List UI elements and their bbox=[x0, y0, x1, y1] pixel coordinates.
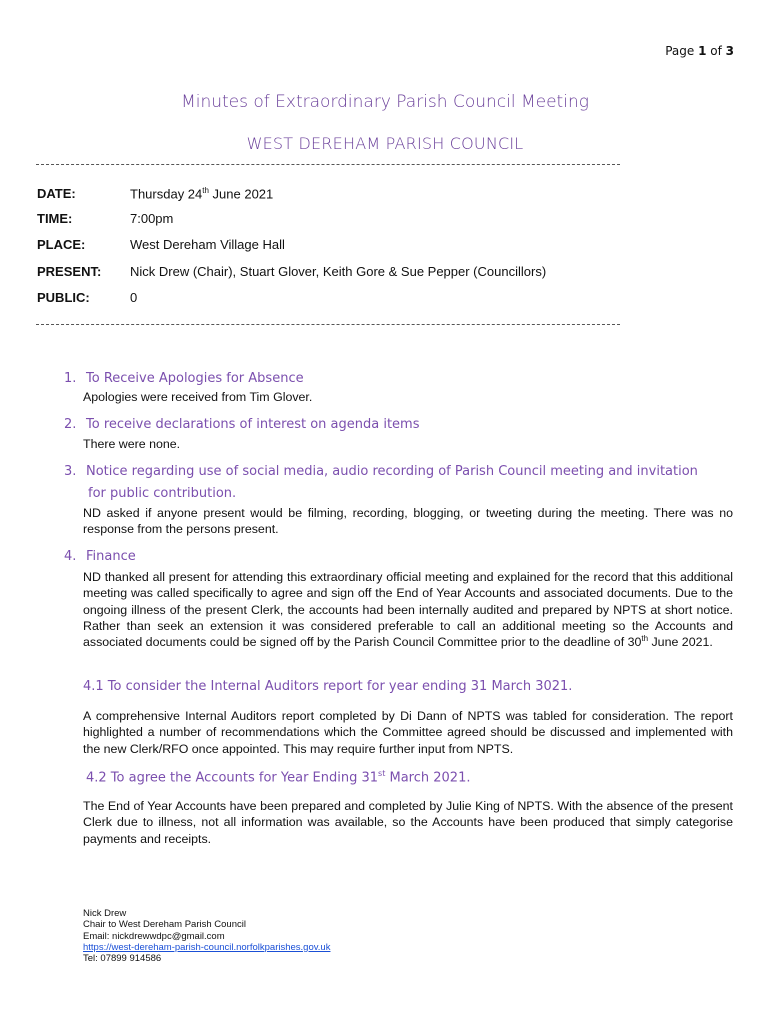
document-title: Minutes of Extraordinary Parish Council Meeting bbox=[181, 92, 589, 112]
section-2-body: There were none. bbox=[83, 437, 181, 451]
divider-bottom bbox=[36, 324, 620, 325]
place-value: West Dereham Village Hall bbox=[130, 237, 285, 252]
section-4-1-body: A comprehensive Internal Auditors report completed by Di Dann of NPTS was tabled for consideration. The report highlighted a number of recommendations which the Committee agreed should be discussed and implemented with the new Clerk/RFO once appointed. This may require further input from NPTS. bbox=[83, 709, 733, 756]
section-4-2-body: The End of Year Accounts have been prepared and completed by Julie King of NPTS. With the absence of the present Clerk due to illness, not all information was available, so the Accounts have been produced that simply categorise payments and receipts. bbox=[83, 799, 733, 846]
present-label: PRESENT: bbox=[37, 264, 102, 279]
footer-website-link[interactable]: https://west-dereham-parish-council.norfolkparishes.gov.uk bbox=[83, 941, 331, 953]
public-label: PUBLIC: bbox=[37, 290, 90, 305]
section-1-body: Apologies were received from Tim Glover. bbox=[83, 390, 313, 404]
section-4-1-heading: 4.1 To consider the Internal Auditors report for year ending 31 March 3021. bbox=[83, 679, 573, 694]
section-4-heading: 4. Finance bbox=[64, 549, 136, 564]
divider-top bbox=[36, 164, 620, 165]
section-3-body: ND asked if anyone present would be filming, recording, blogging, or tweeting during the meeting. There was no response from the persons present. bbox=[83, 506, 733, 537]
section-3-heading-cont: for public contribution. bbox=[88, 486, 237, 501]
council-name: WEST DEREHAM PARISH COUNCIL bbox=[246, 134, 524, 153]
section-1-heading: 1. To Receive Apologies for Absence bbox=[64, 371, 304, 386]
time-value: 7:00pm bbox=[130, 211, 174, 226]
footer-contact bbox=[83, 908, 330, 964]
public-value: 0 bbox=[130, 290, 138, 305]
date-label: DATE: bbox=[37, 186, 76, 201]
footer-email: Email: nickdrewwdpc@gmail.com bbox=[83, 930, 225, 942]
place-label: PLACE: bbox=[37, 237, 86, 252]
time-label: TIME: bbox=[37, 211, 73, 226]
section-4-body: ND thanked all present for attending this extraordinary official meeting and explained for the record that this additional meeting was called specifically to agree and sign off the End of Year Accounts and associated documents. Due to the ongoing illness of the present Clerk, the accounts had been internally audited and prepared by NPTS at short notice. Rather than seek an extension it was considered preferable to call an additional meeting so the Accounts and associated documents could be signed off by the Parish Council Committee prior to the deadline of 30th June 2021. bbox=[83, 570, 733, 650]
section-3-heading: 3. Notice regarding use of social media, audio recording of Parish Council meeting and invitation bbox=[64, 464, 698, 479]
footer-role: Chair to West Dereham Parish Council bbox=[83, 919, 246, 931]
footer-tel: Tel: 07899 914586 bbox=[83, 953, 162, 965]
present-value: Nick Drew (Chair), Stuart Glover, Keith Gore & Sue Pepper (Councillors) bbox=[130, 264, 547, 279]
date-value: Thursday 24th June 2021 bbox=[130, 186, 274, 202]
footer-name: Nick Drew bbox=[83, 908, 127, 919]
page-number: Page 1 of 3 bbox=[665, 44, 734, 58]
section-2-heading: 2. To receive declarations of interest on agenda items bbox=[64, 417, 420, 432]
section-4-2-heading: 4.2 To agree the Accounts for Year Ending 31st March 2021. bbox=[86, 769, 471, 786]
